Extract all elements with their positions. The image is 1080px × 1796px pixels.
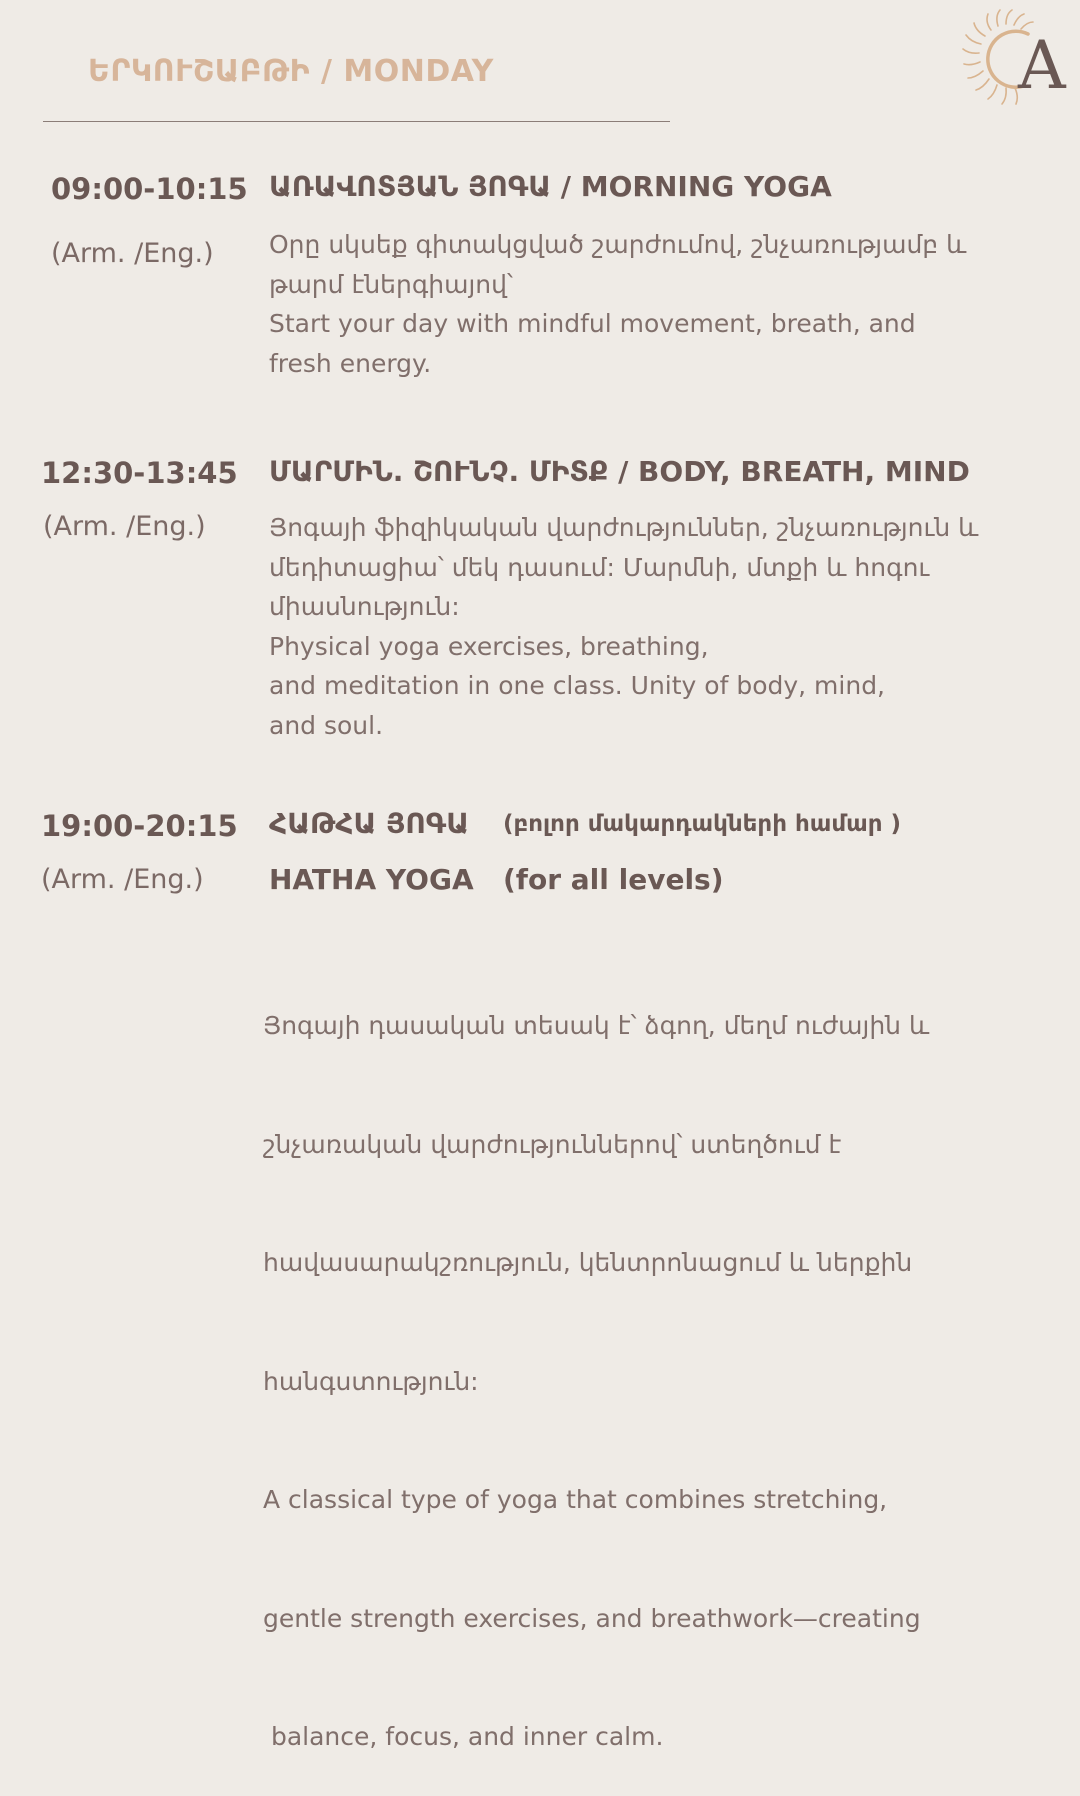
description-line: հավասարակշռություն, կենտրոնացում և ներքին	[263, 1248, 913, 1277]
description-line: միասնություն:	[269, 592, 460, 621]
description-line: and soul.	[269, 710, 384, 740]
description-line: թարմ էներգիայով՝	[269, 269, 513, 299]
description-line: Physical yoga exercises, breathing,	[269, 631, 709, 661]
description-line: հանգստություն:	[263, 1366, 479, 1396]
description-line: Յոգայի դասական տեսակ է՝ ձգող, մեղմ ուժային և	[263, 1011, 930, 1040]
session-description	[269, 225, 966, 383]
description-line: Օրը սկսեք գիտակցված շարժումով, շնչառությամբ և	[269, 230, 967, 259]
header-divider	[43, 121, 670, 122]
description-line: A classical type of yoga that combines stretching,	[263, 1485, 888, 1514]
session-description	[269, 508, 978, 745]
session-title: ԱՌԱՎՈՏՅԱՆ ՅՈԳԱ / MORNING YOGA	[269, 170, 832, 203]
logo-letter: A	[1018, 27, 1066, 104]
session-title-armenian: ՀԱԹՀԱ ՅՈԳԱ	[269, 807, 469, 840]
session-time: 19:00-20:15	[41, 809, 238, 843]
session-language: (Arm. /Eng.)	[43, 511, 206, 542]
description-line: Յոգայի ֆիզիկական վարժություններ, շնչառություն և	[269, 513, 979, 542]
description-line: balance, focus, and inner calm.	[263, 1722, 664, 1751]
description-line: gentle strength exercises, and breathwork—creating	[263, 1603, 921, 1633]
session-level-armenian: (բոլոր մակարդակների համար )	[503, 811, 902, 837]
session-time: 09:00-10:15	[51, 172, 248, 206]
session-level-english: (for all levels)	[503, 863, 724, 896]
description-line: Start your day with mindful movement, breath, and	[269, 309, 916, 338]
description-line: fresh energy.	[269, 348, 432, 378]
session-language: (Arm. /Eng.)	[51, 238, 214, 269]
sun-logo-icon	[958, 4, 1070, 108]
session-language: (Arm. /Eng.)	[41, 864, 204, 895]
session-time: 12:30-13:45	[41, 456, 238, 490]
day-title: ԵՐԿՈՒՇԱԲԹԻ / MONDAY	[88, 54, 494, 89]
session-title-english: HATHA YOGA	[269, 863, 474, 896]
description-line: շնչառական վարժություններով՝ ստեղծում է	[263, 1129, 842, 1159]
description-line: մեդիտացիա՝ մեկ դասում: Մարմնի, մտքի և հոգու	[269, 552, 930, 582]
description-line: and meditation in one class. Unity of body, mind,	[269, 671, 886, 700]
session-title: ՄԱՐՄԻՆ. ՇՈՒՆՉ. ՄԻՏՔ / BODY, BREATH, MIND	[269, 455, 970, 488]
session-description	[263, 927, 929, 1796]
